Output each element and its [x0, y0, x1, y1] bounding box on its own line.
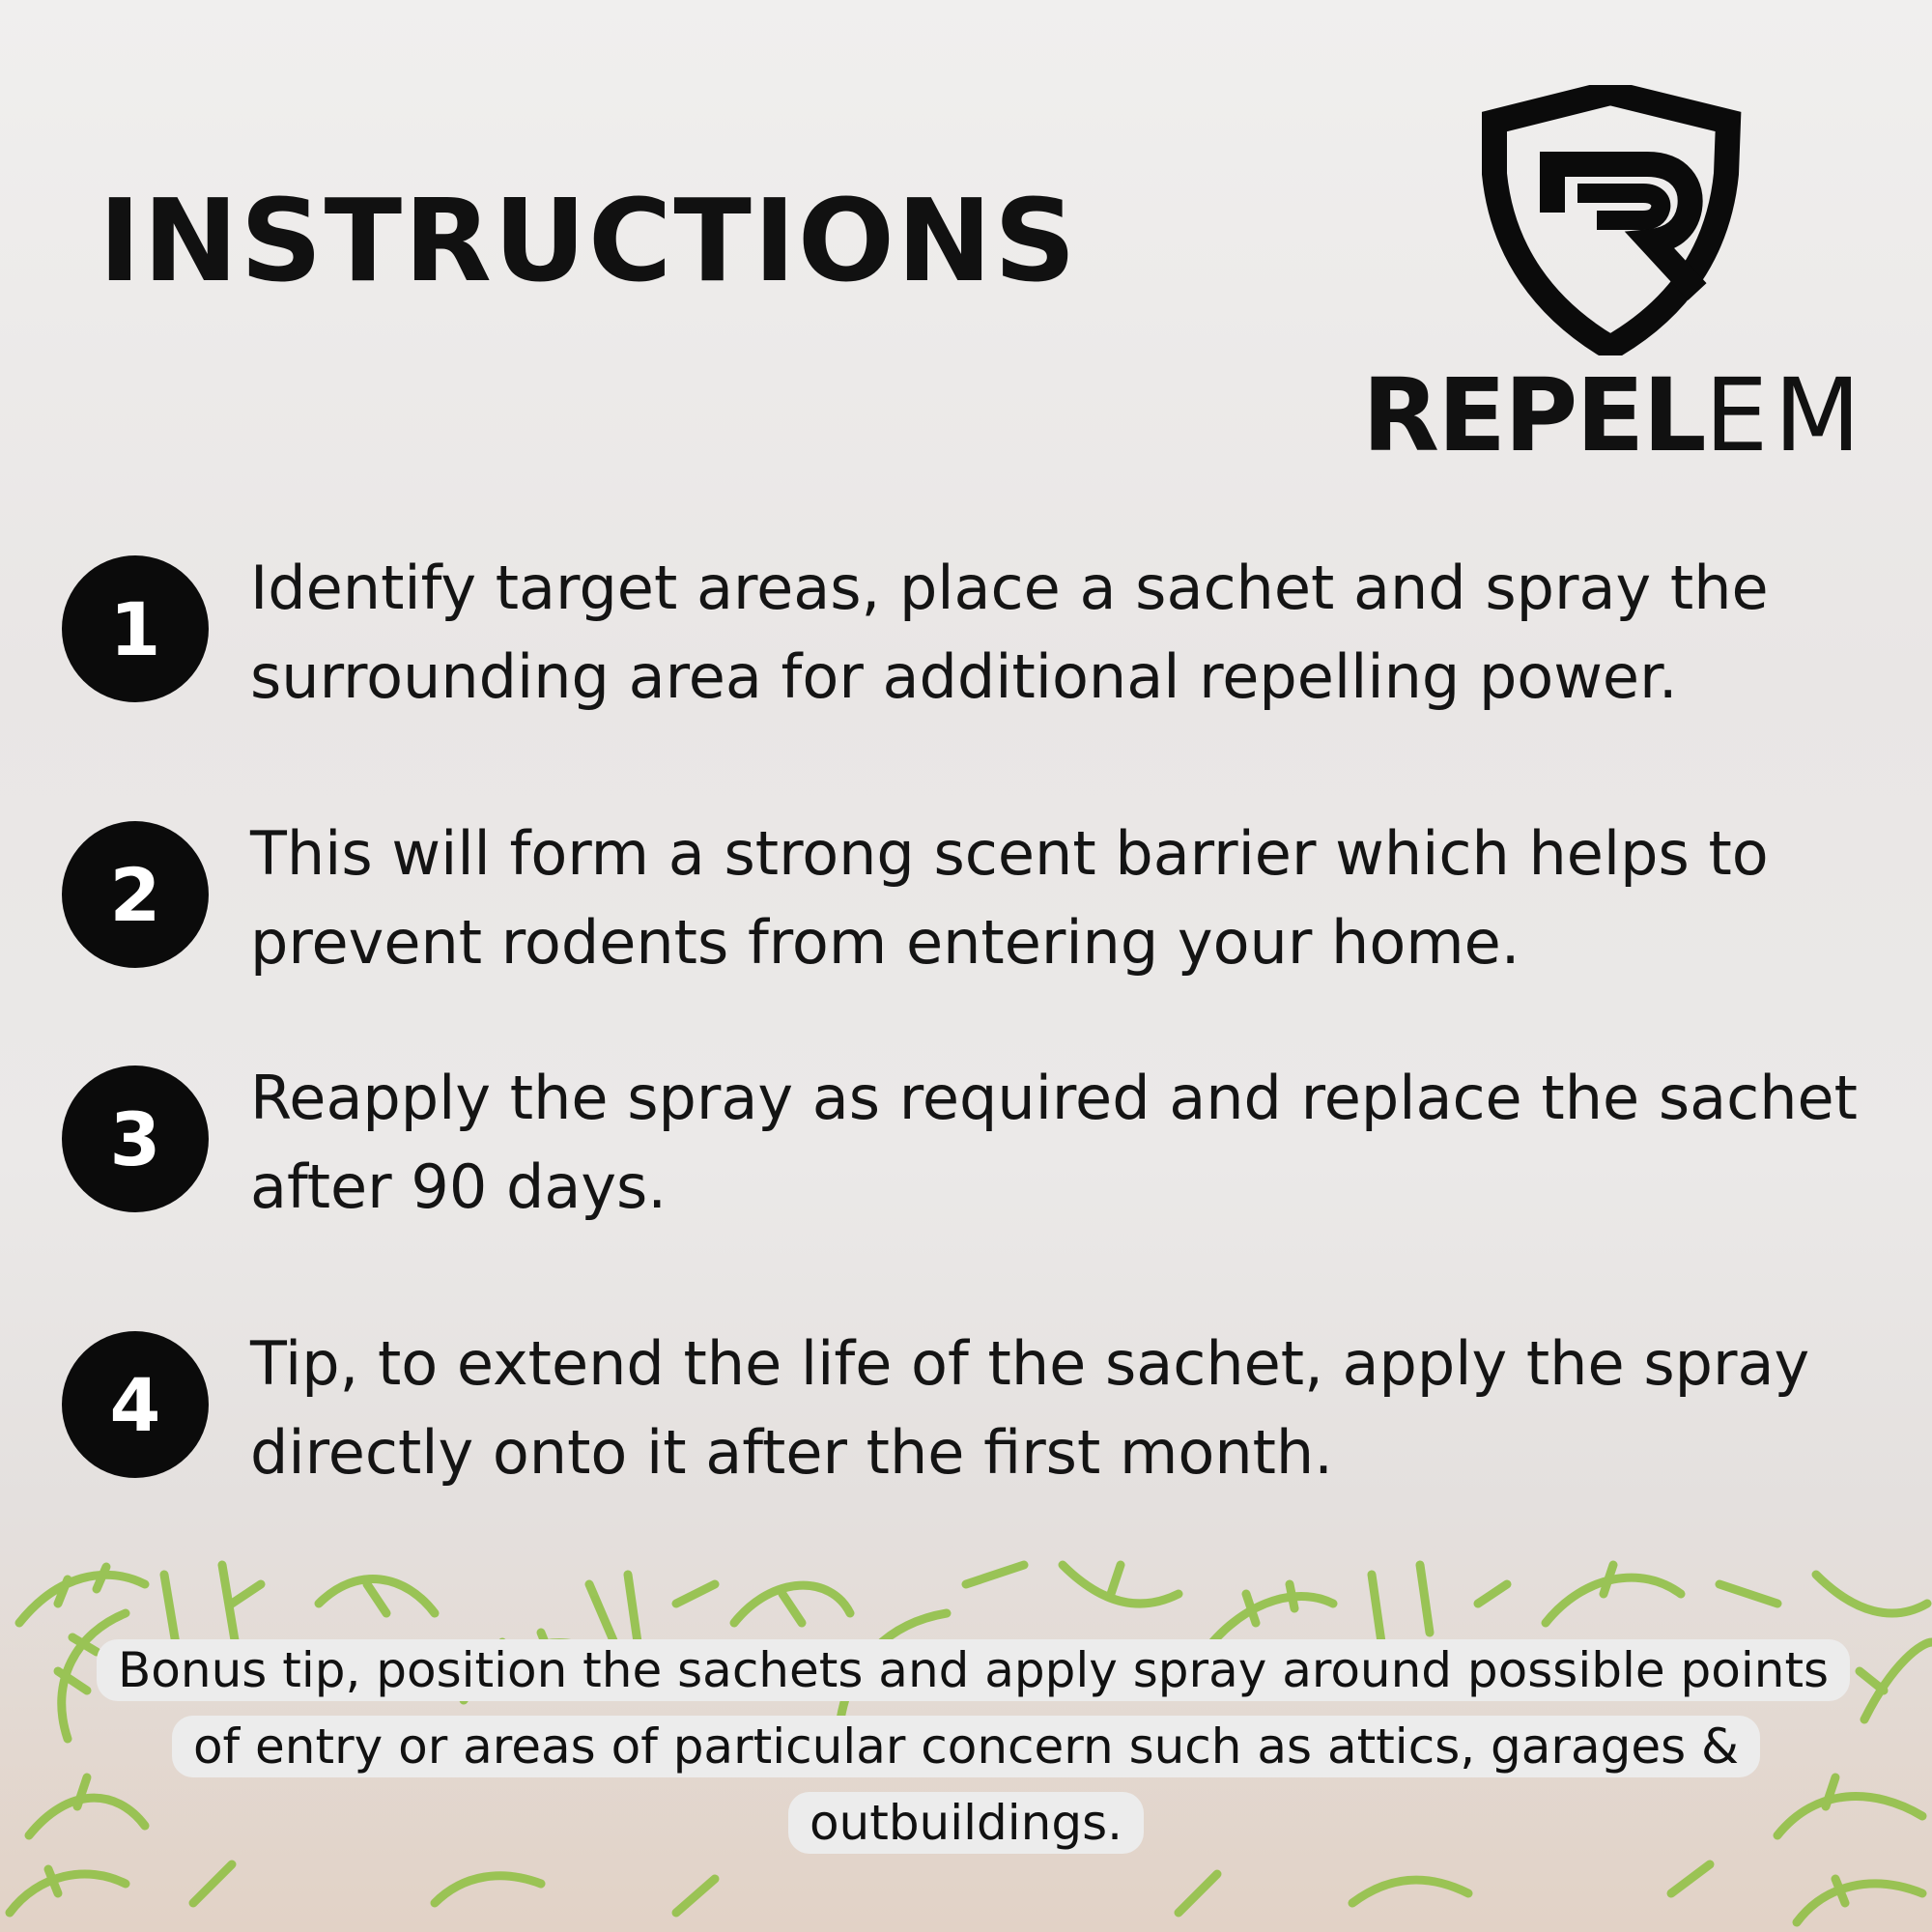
- step-number-badge: 2: [62, 821, 209, 968]
- step-number-badge: 1: [62, 555, 209, 702]
- shield-logo-icon: [1473, 85, 1748, 355]
- step-3: [62, 1065, 1897, 1259]
- step-text: This will form a strong scent barrier which helps to prevent rodents from entering your home.: [250, 818, 1769, 978]
- brand-wordmark-bold: REPEL: [1362, 356, 1705, 474]
- step-text: Identify target areas, place a sachet and spray the surrounding area for additional repelling power.: [250, 553, 1769, 712]
- step-text: Tip, to extend the life of the sachet, apply the spray directly onto it after the first month.: [250, 1328, 1810, 1488]
- brand-wordmark: [1362, 356, 1867, 474]
- bonus-tip: [97, 1633, 1835, 1861]
- step-text: Reapply the spray as required and replace the sachet after 90 days.: [250, 1063, 1858, 1222]
- bonus-tip-text: Bonus tip, position the sachets and apply spray around possible points of entry or areas of particular concern such as attics, garages & outbuildings.: [97, 1639, 1850, 1854]
- page-title: INSTRUCTIONS: [99, 174, 1078, 307]
- step-2: [62, 818, 1897, 1014]
- step-4: [62, 1328, 1897, 1524]
- step-number-badge: 3: [62, 1065, 209, 1212]
- brand-wordmark-light: EM: [1704, 356, 1867, 474]
- step-number-badge: 4: [62, 1331, 209, 1478]
- step-1: [62, 555, 1897, 749]
